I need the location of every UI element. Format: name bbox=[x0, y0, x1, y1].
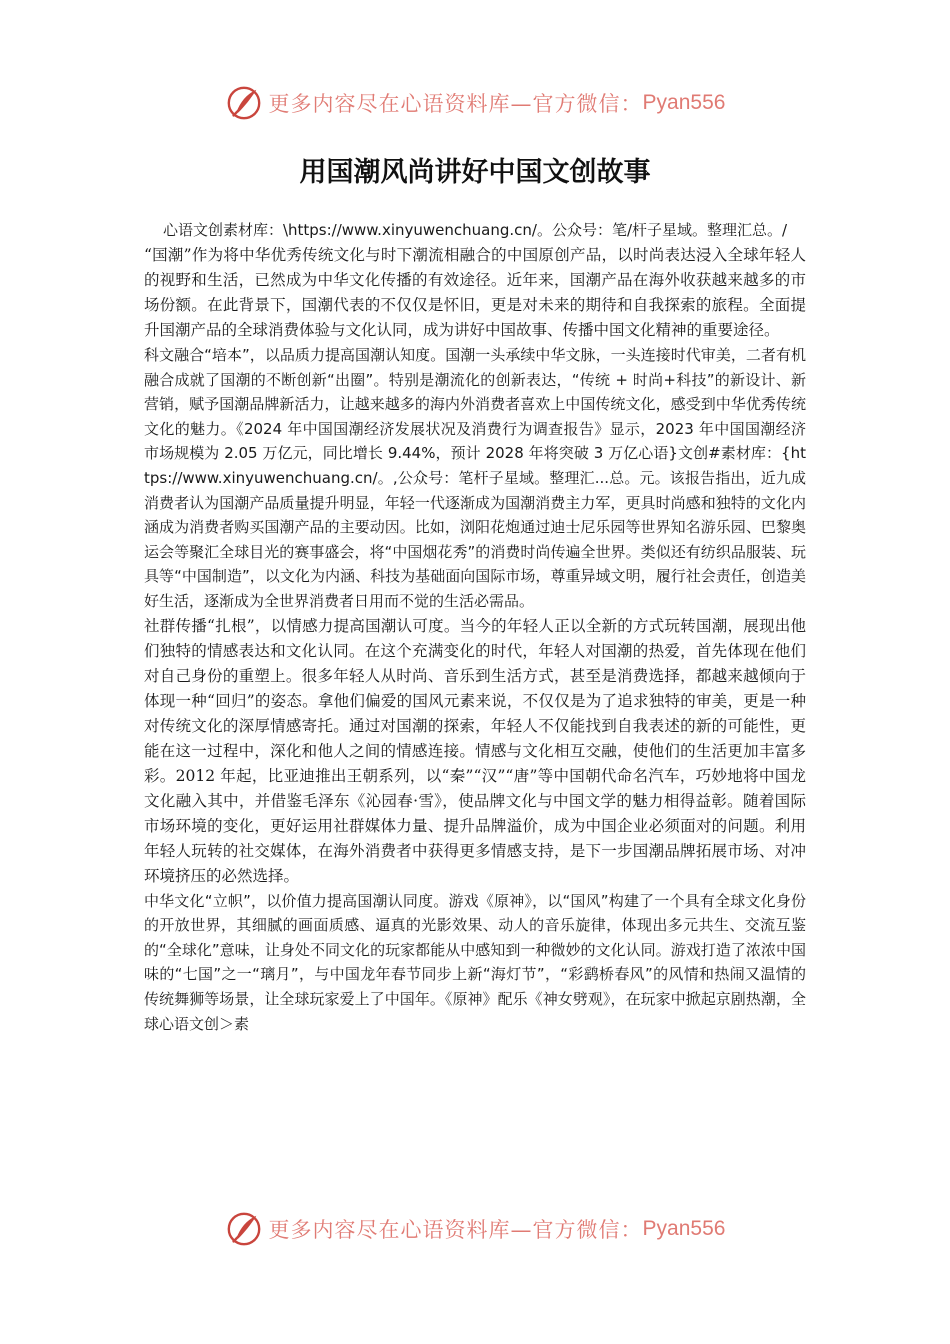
paragraph-chinese-culture: 中华文化“立帜”，以价值力提高国潮认同度。游戏《原神》，以“国风”构建了一个具有全球文化身份的开放世界，其细腻的画面质感、逼真的光影效果、动人的音乐旋律，体现出多元共生、交流互鉴的“全球化”意味，让身处不同文化的玩家都能从中感知到一种微妙的文化认同。游戏打造了浓浓中国味的“七国”之一“璃月”，与中国龙年春节同步上新“海灯节”，“彩鹞桥春风”的风情和热闹又温情的传统舞狮等场景，让全球玩家爱上了中国年。《原神》配乐《神女劈观》，在玩家中掀起京剧热潮，全球心语文创＞素 bbox=[144, 891, 806, 1033]
banner-wechat-id: Pyan556 bbox=[642, 91, 726, 114]
banner-text: 更多内容尽在心语资料库—官方微信： bbox=[268, 92, 643, 116]
quill-logo-icon bbox=[225, 84, 263, 122]
article-body bbox=[144, 218, 806, 1036]
quill-logo-icon bbox=[225, 1210, 263, 1248]
footer-banner bbox=[0, 1204, 950, 1254]
paragraph-intro: “国潮”作为将中华优秀传统文化与时下潮流相融合的中国原创产品，以时尚表达浸入全球年轻人的视野和生活，已然成为中华文化传播的有效途径。近年来，国潮产品在海外收获越来越多的市场份额。在此背景下，国潮代表的不仅仅是怀旧，更是对未来的期待和自我探索的旅程。全面提升国潮产品的全球消费体验与文化认同，成为讲好中国故事、传播中国文化精神的重要途径。 bbox=[144, 246, 806, 339]
header-banner bbox=[0, 78, 950, 128]
paragraph-community: 社群传播“扎根”，以情感力提高国潮认可度。当今的年轻人正以全新的方式玩转国潮，展现出他们独特的情感表达和文化认同。在这个充满变化的时代，年轻人对国潮的热爱，首先体现在他们对自己身份的重塑上。很多年轻人从时尚、音乐到生活方式，甚至是消费选择，都越来越倾向于体现一种“回归”的姿态。拿他们偏爱的国风元素来说，不仅仅是为了追求独特的审美，更是一种对传统文化的深厚情感寄托。通过对国潮的探索，年轻人不仅能找到自我表述的新的可能性，更能在这一过程中，深化和他人之间的情感连接。情感与文化相互交融，使他们的生活更加丰富多彩。2012 年起，比亚迪推出王朝系列，以“秦”“汉”“唐”等中国朝代命名汽车，巧妙地将中国龙文化融入其中，并借鉴毛泽东《沁园春·雪》，使品牌文化与中国文学的魅力相得益彰。随着国际市场环境的变化，更好运用社群媒体力量、提升品牌溢价，成为中国企业必须面对的问题。利用年轻人玩转的社交媒体，在海外消费者中获得更多情感支持，是下一步国潮品牌拓展市场、对冲环境挤压的必然选择。 bbox=[144, 616, 806, 885]
source-line: 心语文创素材库：\https://www.xinyuwenchuang.cn/。公众号：笔/杆子星域。整理汇总。/ bbox=[162, 221, 788, 239]
footer-banner-text: 更多内容尽在心语资料库—官方微信： bbox=[268, 1218, 643, 1242]
page-title: 用国潮风尚讲好中国文创故事 bbox=[299, 157, 651, 188]
footer-banner-wechat-id: Pyan556 bbox=[642, 1217, 726, 1240]
paragraph-tech-culture: 科文融合“培本”，以品质力提高国潮认知度。国潮一头承续中华文脉，一头连接时代审美，二者有机融合成就了国潮的不断创新“出圈”。特别是潮流化的创新表达，“传统 + 时尚+科技”的新设计、新营销，赋予国潮品牌新活力，让越来越多的海内外消费者喜欢上中国传统文化，感受到中华优秀传统文化的魅力。《2024 年中国国潮经济发展状况及消费行为调查报告》显示，2023 年中国国潮经济市场规模为 2.05 万亿元，同比增长 9.44%，预计 2028 年将突破 3 万亿心语}文创#素材库：{https://www.xinyuwenchuang.cn/。,公众号：笔杆子星域。整理汇...总。元。该报告指出，近九成消费者认为国潮产品质量提升明显，年轻一代逐渐成为国潮消费主力军，更具时尚感和独特的文化内涵成为消费者购买国潮产品的主要动因。比如，浏阳花炮通过迪士尼乐园等世界知名游乐园、巴黎奥运会等聚汇全球目光的赛事盛会，将“中国烟花秀”的消费时尚传遍全世界。类似还有纺织品服装、玩具等“中国制造”，以文化为内涵、科技为基础面向国际市场，尊重异域文明，履行社会责任，创造美好生活，逐渐成为全世界消费者日用而不觉的生活必需品。 bbox=[144, 346, 806, 610]
